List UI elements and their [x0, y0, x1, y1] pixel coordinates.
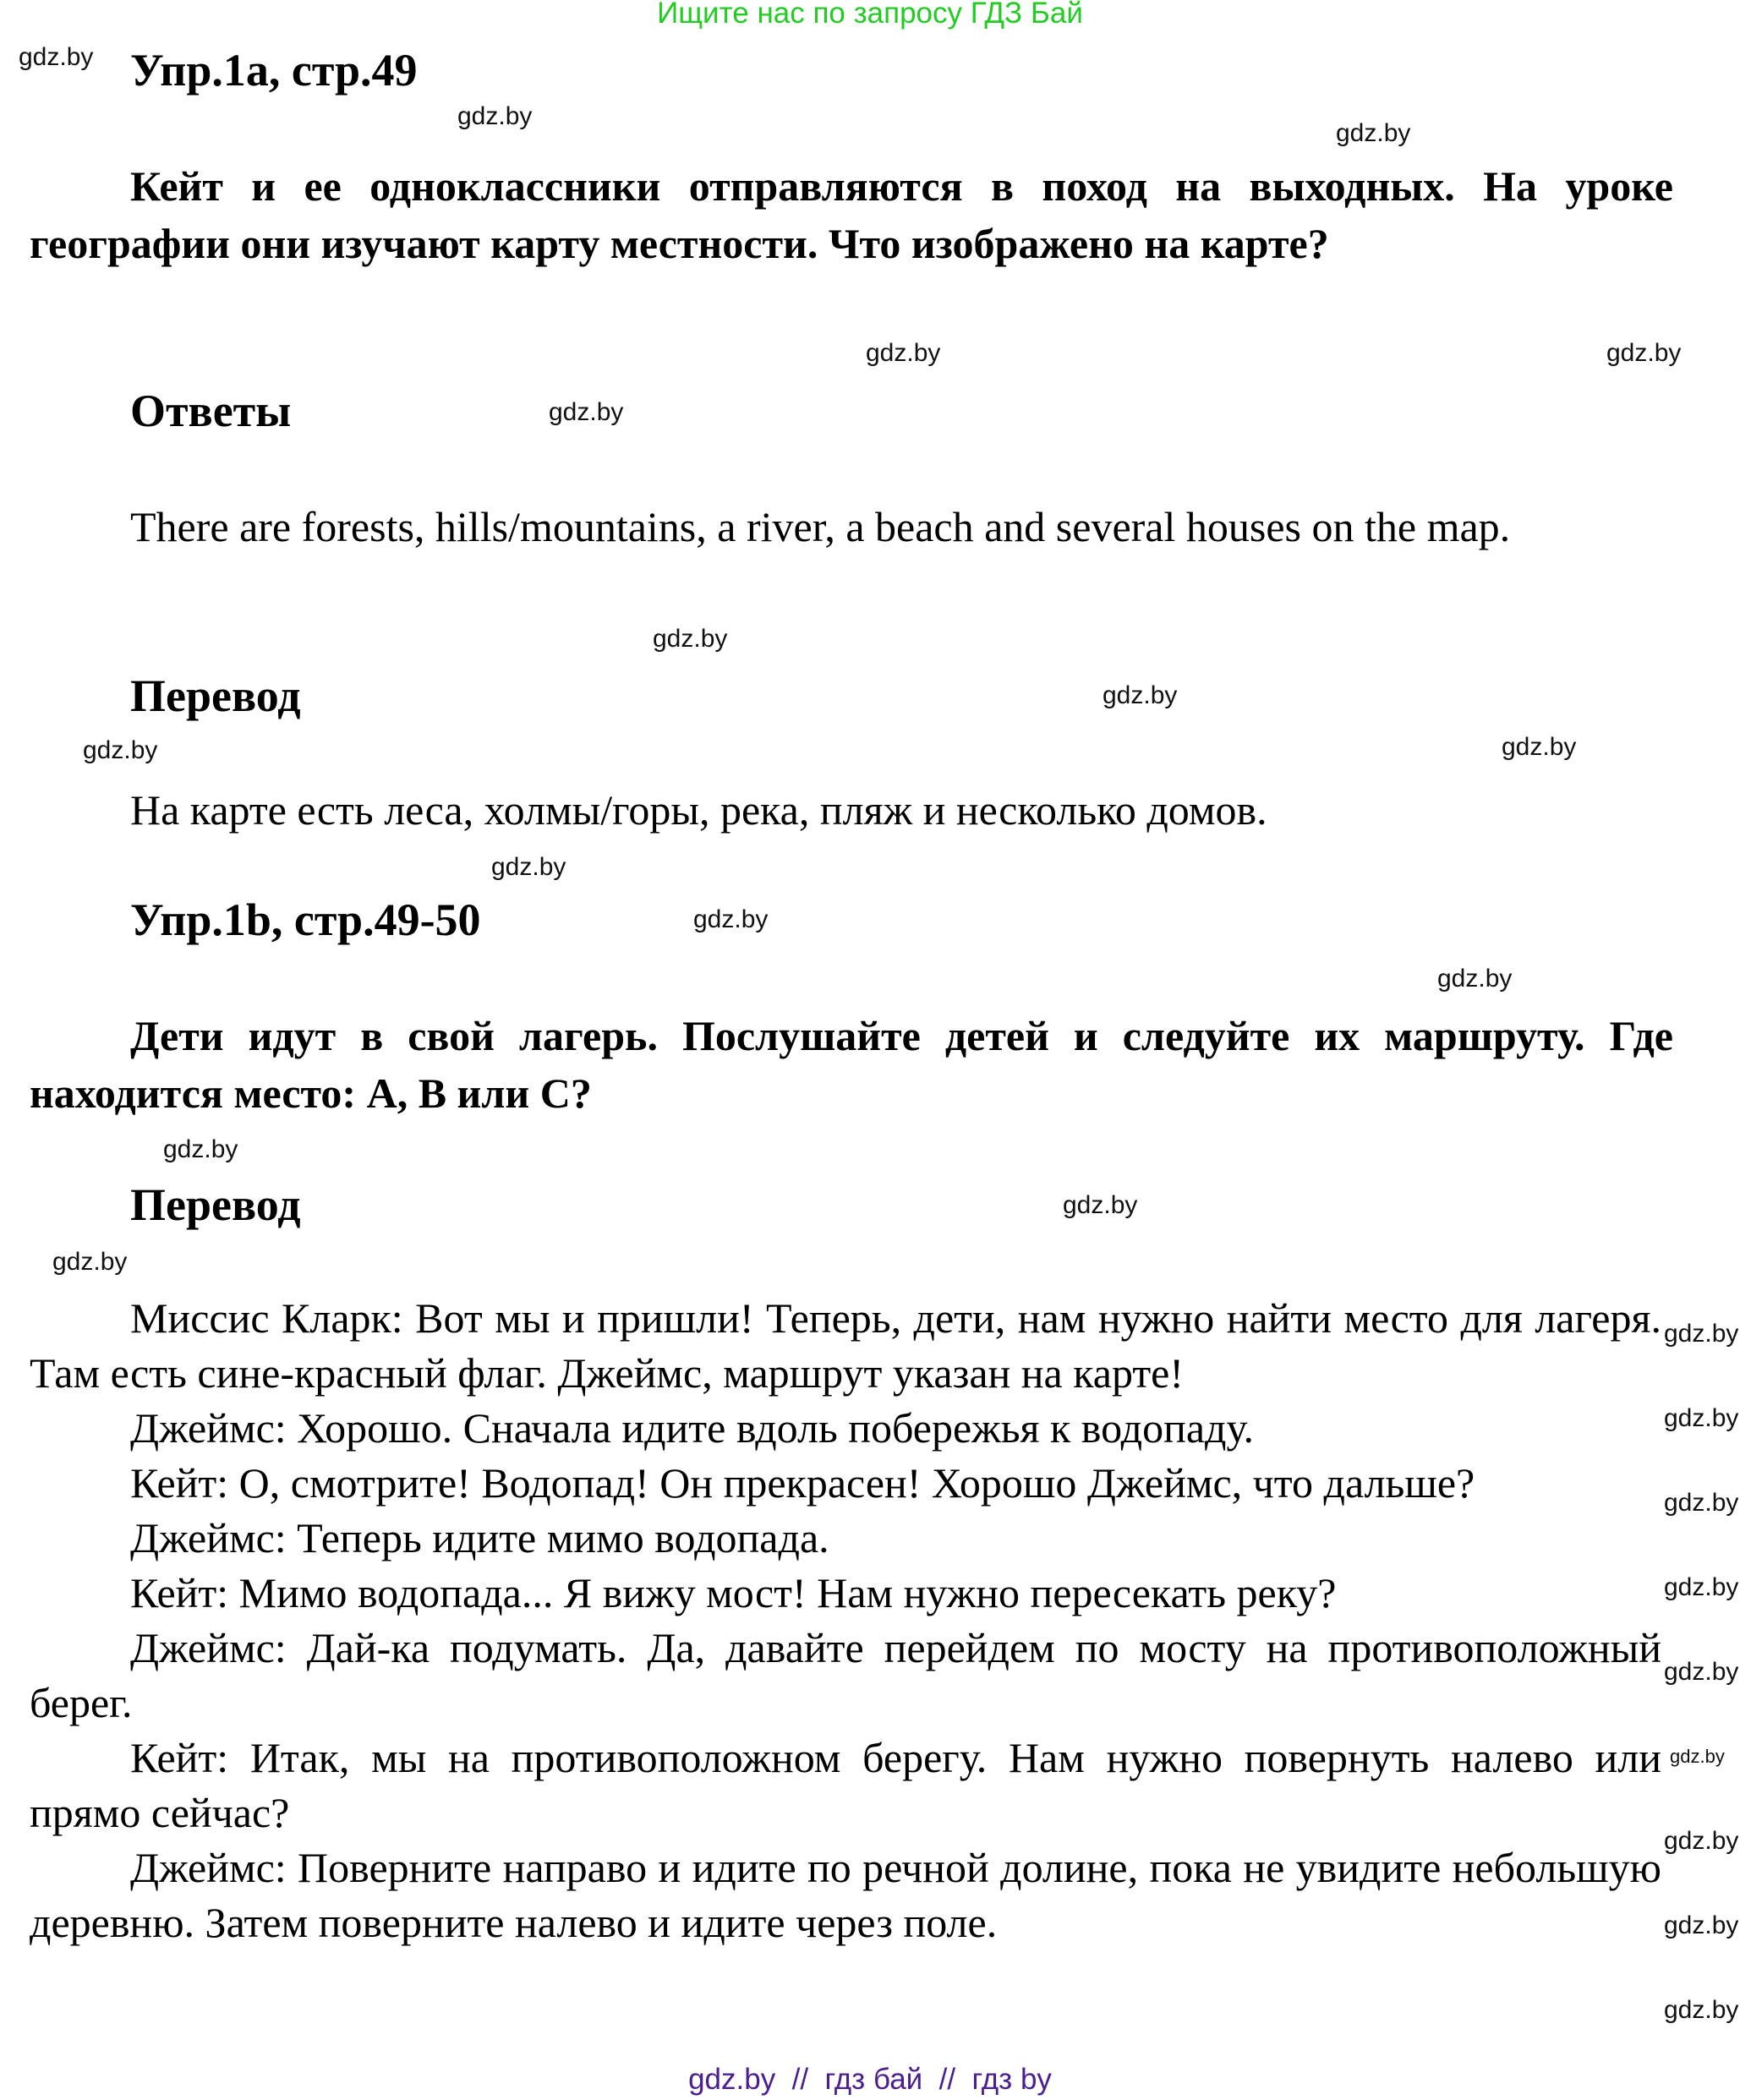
- dialogue-line: Миссис Кларк: Вот мы и пришли! Теперь, дети, нам нужно найти место для лагеря. Там есть сине-красный флаг. Джеймс, маршрут указан на карте!: [30, 1294, 1661, 1397]
- translation-paragraph-a: [30, 782, 1673, 839]
- search-banner: Ищите нас по запросу ГДЗ Бай: [657, 0, 1083, 30]
- answer-text: There are forests, hills/mountains, a river, a beach and several houses on the map.: [130, 503, 1511, 550]
- watermark: gdz.by: [653, 625, 728, 653]
- dialogue-line: Джеймс: Теперь идите мимо водопада.: [130, 1514, 829, 1561]
- dialogue-line: Джеймс: Хорошо. Сначала идите вдоль побережья к водопаду.: [130, 1404, 1254, 1452]
- watermark: gdz.by: [866, 339, 941, 367]
- watermark: gdz.by: [1670, 1746, 1725, 1767]
- dialogue-line: Джеймс: Поверните направо и идите по речной долине, пока не увидите небольшую деревню. Затем поверните налево и идите через поле.: [30, 1844, 1661, 1946]
- watermark: gdz.by: [163, 1135, 238, 1163]
- dialogue-line: Джеймс: Дай-ка подумать. Да, давайте перейдем по мосту на противоположный берег.: [30, 1624, 1661, 1726]
- watermark: gdz.by: [491, 853, 566, 881]
- exercise-1a-task: [30, 158, 1673, 272]
- exercise-1b-task: [30, 1008, 1673, 1122]
- watermark: gdz.by: [1437, 965, 1513, 993]
- watermark: gdz.by: [1664, 1489, 1739, 1517]
- watermark: gdz.by: [52, 1248, 128, 1276]
- watermark: gdz.by: [1664, 1658, 1739, 1686]
- task-text: Дети идут в свой лагерь. Послушайте детей и следуйте их маршруту. Где находится место: А, В или С?: [30, 1012, 1673, 1117]
- watermark: gdz.by: [1664, 1573, 1739, 1601]
- dialogue-line: Кейт: Мимо водопада... Я вижу мост! Нам нужно пересекать реку?: [130, 1569, 1337, 1616]
- answer-paragraph: [30, 499, 1673, 556]
- watermark: gdz.by: [1606, 339, 1682, 367]
- watermark: gdz.by: [549, 398, 624, 426]
- watermark: gdz.by: [1664, 1404, 1739, 1432]
- footer-text: gdz.by // гдз бай // гдз by: [688, 2063, 1052, 2096]
- task-text: Кейт и ее одноклассники отправляются в поход на выходных. На уроке географии они изучают карту местности. Что изображено на карте?: [30, 162, 1673, 267]
- watermark: gdz.by: [83, 736, 158, 764]
- exercise-1a-title: Упр.1а, стр.49: [130, 45, 418, 96]
- watermark: gdz.by: [1336, 119, 1411, 147]
- watermark: gdz.by: [1664, 1827, 1739, 1855]
- dialogue-line: Кейт: О, смотрите! Водопад! Он прекрасен! Хорошо Джеймс, что дальше?: [130, 1459, 1475, 1507]
- watermark: gdz.by: [1664, 1996, 1739, 2024]
- watermark: gdz.by: [693, 905, 769, 933]
- watermark: gdz.by: [457, 102, 533, 130]
- footer-links: [0, 2063, 1740, 2097]
- watermark: gdz.by: [1103, 681, 1178, 709]
- watermark: gdz.by: [1664, 1320, 1739, 1348]
- answers-heading: Ответы: [130, 386, 292, 436]
- translation-heading-a: Перевод: [130, 670, 301, 721]
- watermark: gdz.by: [19, 43, 94, 71]
- watermark: gdz.by: [1063, 1191, 1138, 1219]
- translation-heading-b: Перевод: [130, 1179, 301, 1230]
- dialogue-line: Кейт: Итак, мы на противоположном берегу. Нам нужно повернуть налево или прямо сейчас?: [30, 1734, 1661, 1836]
- translation-text: На карте есть леса, холмы/горы, река, пляж и несколько домов.: [130, 786, 1267, 834]
- exercise-1b-title: Упр.1b, стр.49-50: [130, 894, 481, 945]
- watermark: gdz.by: [1664, 1911, 1739, 1939]
- watermark: gdz.by: [1502, 733, 1577, 761]
- dialogue: [30, 1291, 1661, 1950]
